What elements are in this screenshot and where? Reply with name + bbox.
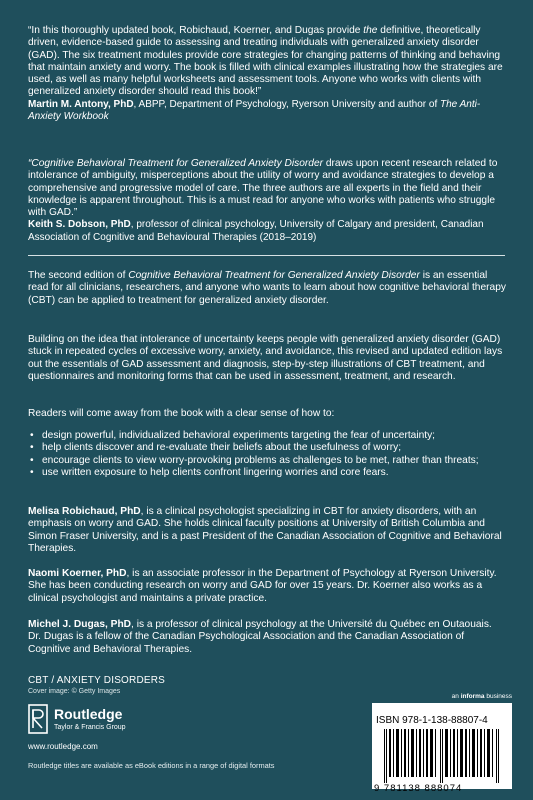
quote-2-text: “Cognitive Behavioral Treatment for Generalized Anxiety Disorder draws upon recent research related to intolerance of ambiguity, misperceptions about the utility of worry and avoidance strategies to develop a comprehensive and progressive model of care. The three authors are all experts in the field and their knowledge is apparent throughout. This is a must read for anyone who works with patients who struggle with GAD.”	[28, 158, 498, 219]
skills-list	[28, 430, 506, 479]
quote-2-attribution: Keith S. Dobson, PhD, professor of clinical psychology, University of Calgary and president, Canadian Association of Cognitive and Behavioural Therapies (2018–2019)	[28, 219, 484, 243]
author-bio-dugas: Michel J. Dugas, PhD, is a professor of clinical psychology at the Université du Québec en Outaouais. Dr. Dugas is a fellow of the Canadian Psychological Association and the Canadian Association of Cognitive and Behavioral Therapies.	[28, 619, 492, 655]
publisher-name: Routledge	[54, 706, 123, 722]
publisher-group: Taylor & Francis Group	[54, 724, 126, 731]
description-lead-in: Readers will come away from the book with a clear sense of how to:	[28, 408, 335, 419]
author-bio-koerner: Naomi Koerner, PhD, is an associate professor in the Department of Psychology at Ryerson University. She has been conducting research on worry and GAD for over 15 years. Dr. Koerner also works as a clinical psychologist and maintains a private practice.	[28, 568, 497, 604]
publisher-logo	[28, 704, 168, 736]
cover-image-credit: Cover image: © Getty Images	[28, 688, 121, 695]
description-body: Building on the idea that intolerance of uncertainty keeps people with generalized anxiety disorder (GAD) stuck in repeated cycles of excessive worry, anxiety, and avoidance, this revised and updated edition lays out the essentials of GAD assessment and diagnosis, step-by-step illustrations of CBT treatment, and questionnaires and monitoring forms that can be used in assessment, treatment, and research.	[28, 334, 503, 382]
routledge-mark-icon	[28, 704, 48, 734]
barcode-digits: 9 781138 888074	[374, 783, 463, 794]
endorsement-quote-2	[28, 158, 506, 244]
isbn-label: ISBN 978-1-138-88807-4	[376, 715, 488, 726]
quote-1-attribution: Martin M. Antony, PhD, ABPP, Department of Psychology, Ryerson University and author of The Anti-Anxiety Workbook	[28, 98, 481, 123]
list-item: • design powerful, individualized behavioral experiments targeting the fear of uncertainty;	[42, 430, 506, 442]
list-item: • use written exposure to help clients confront lingering worries and core fears.	[42, 467, 506, 479]
informa-business-note: an informa business	[451, 693, 512, 700]
publisher-website: www.routledge.com	[28, 742, 98, 751]
endorsement-quote-1	[28, 25, 506, 123]
ebook-note: Routledge titles are available as eBook editions in a range of digital formats	[28, 761, 275, 770]
divider	[28, 255, 505, 256]
barcode-icon	[380, 729, 504, 783]
barcode-area	[372, 693, 512, 793]
subject-category: CBT / ANXIETY DISORDERS	[28, 675, 166, 686]
description-intro: The second edition of Cognitive Behavioral Treatment for Generalized Anxiety Disorder is an essential read for all clinicians, researchers, and anyone who wants to learn about how cognitive behavioral therapy (CBT) can be applied to treatment for generalized anxiety disorder.	[28, 270, 506, 306]
list-item: • encourage clients to view worry-provoking problems as challenges to be met, rather than threats;	[42, 455, 506, 467]
quote-1-text: “In this thoroughly updated book, Robichaud, Koerner, and Dugas provide the definitive, theoretically driven, evidence-based guide to assessing and treating individuals with generalized anxiety disorder (GAD). The six treatment modules provide core strategies for changing patterns of thinking and behaving that maintain anxiety and worry. The book is filled with clinical examples illustrating how the strategies are used, as well as many helpful worksheets and assessment tools. Anyone who works with clients with generalized anxiety disorder should read this book!”	[28, 25, 503, 98]
barcode-panel	[372, 703, 512, 794]
list-item: • help clients discover and re-evaluate their beliefs about the usefulness of worry;	[42, 442, 506, 454]
author-bio-robichaud: Melisa Robichaud, PhD, is a clinical psychologist specializing in CBT for anxiety disorders, with an emphasis on worry and GAD. She holds clinical faculty positions at University of British Columbia and Simon Fraser University, and is a past President of the Canadian Association of Cognitive and Behavioral Therapies.	[28, 506, 502, 554]
